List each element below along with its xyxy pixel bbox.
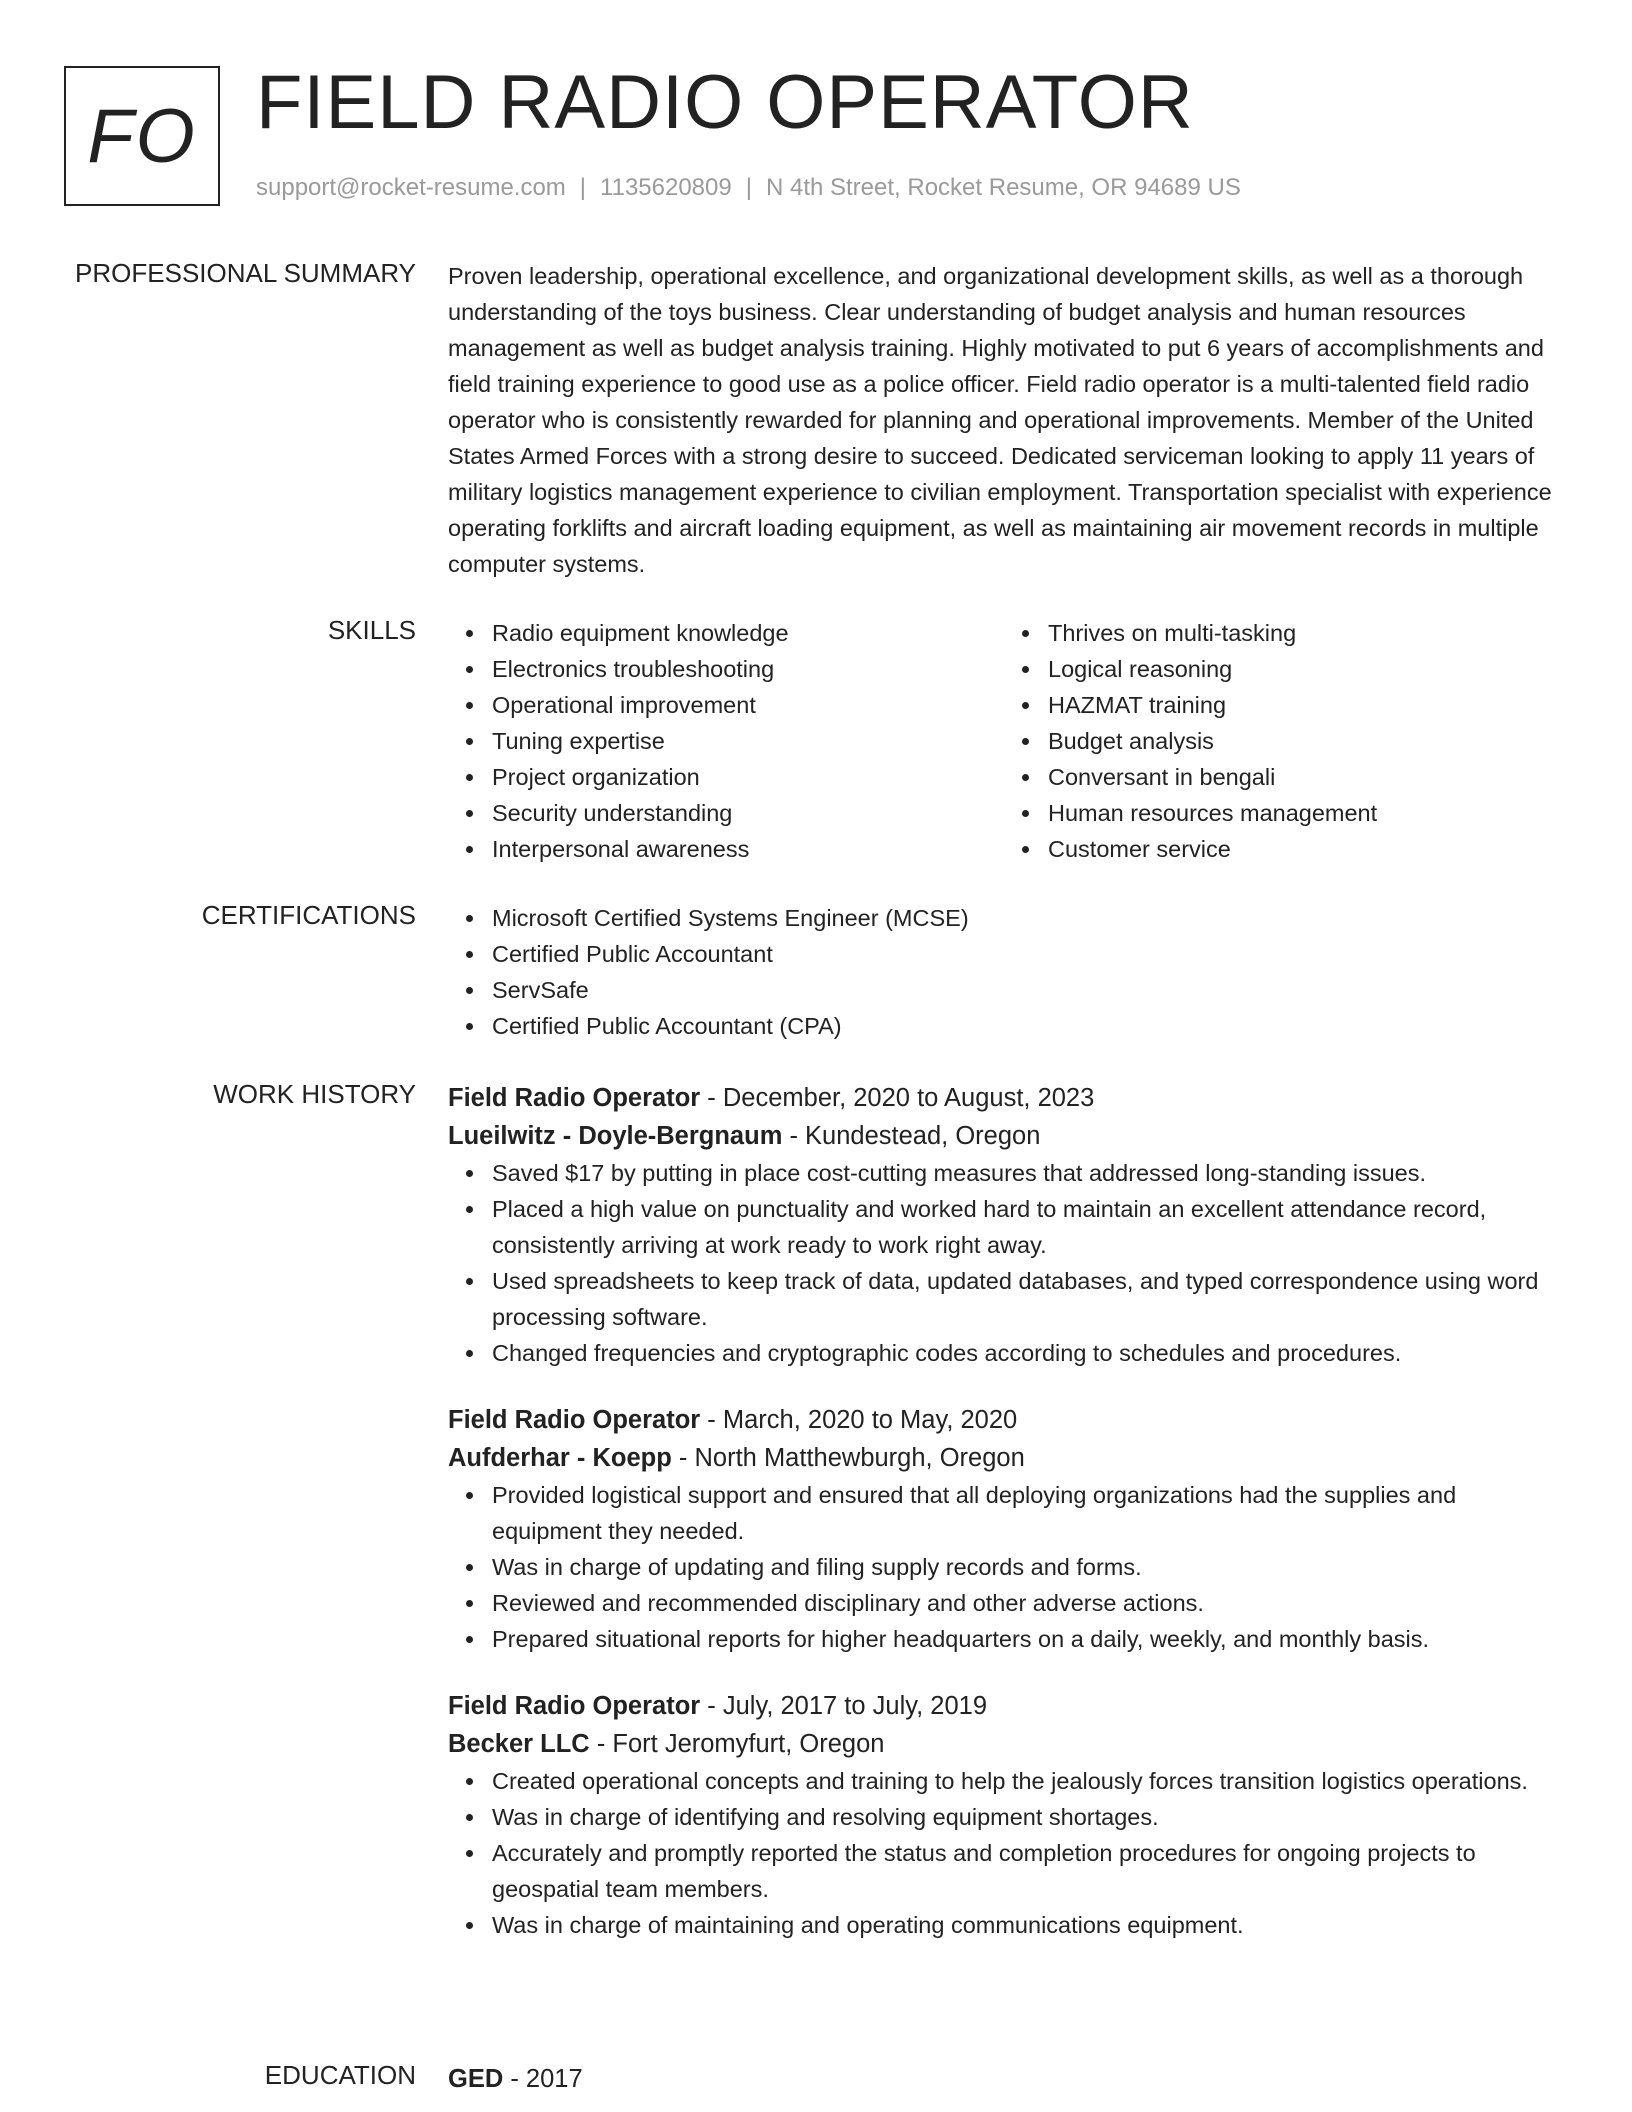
job-bullet: Changed frequencies and cryptographic codes according to schedules and procedures. bbox=[492, 1335, 1560, 1371]
skill-item: Project organization bbox=[492, 759, 1004, 795]
education-line bbox=[448, 2060, 1560, 2098]
job-bullet: Was in charge of maintaining and operating communications equipment. bbox=[492, 1907, 1560, 1943]
job-location: - Fort Jeromyfurt, Oregon bbox=[589, 1730, 885, 1758]
contact-phone: 1135620809 bbox=[600, 174, 732, 201]
education-degree: GED bbox=[448, 2065, 504, 2093]
job-title: Field Radio Operator bbox=[448, 1406, 701, 1434]
job-title: Field Radio Operator bbox=[448, 1692, 701, 1720]
summary-heading: PROFESSIONAL SUMMARY bbox=[75, 258, 416, 288]
job-company-line bbox=[448, 1439, 1560, 1477]
certification-item: Certified Public Accountant bbox=[492, 936, 1560, 972]
job-bullet: Accurately and promptly reported the status and completion procedures for ongoing projects to geospatial team members. bbox=[492, 1835, 1560, 1907]
job-dates: - March, 2020 to May, 2020 bbox=[700, 1406, 1018, 1434]
education-year: - 2017 bbox=[503, 2065, 583, 2093]
job-company: Lueilwitz - Doyle-Bergnaum bbox=[448, 1122, 783, 1150]
job-bullet: Saved $17 by putting in place cost-cutting measures that addressed long-standing issues. bbox=[492, 1155, 1560, 1191]
job-title: Field Radio Operator bbox=[448, 1084, 701, 1112]
job-title-line bbox=[448, 1079, 1560, 1117]
job-bullets bbox=[448, 1477, 1560, 1657]
job-bullet: Used spreadsheets to keep track of data, updated databases, and typed correspondence using word processing software. bbox=[492, 1263, 1560, 1335]
skill-item: Tuning expertise bbox=[492, 723, 1004, 759]
summary-text: Proven leadership, operational excellence, and organizational development skills, as well as a thorough understanding of the toys business. Clear understanding of budget analysis and human resources management as well as budget analysis training. Highly motivated to put 6 years of accomplishments and field training experience to good use as a police officer. Field radio operator is a multi-talented field radio operator who is consistently rewarded for planning and operational improvements. Member of the United States Armed Forces with a strong desire to succeed. Dedicated serviceman looking to apply 11 years of military logistics management experience to civilian employment. Transportation specialist with experience operating forklifts and aircraft loading equipment, as well as maintaining air movement records in multiple computer systems. bbox=[448, 263, 1552, 577]
job-dates: - December, 2020 to August, 2023 bbox=[700, 1084, 1095, 1112]
certification-item: Certified Public Accountant (CPA) bbox=[492, 1008, 1560, 1044]
job-location: - North Matthewburgh, Oregon bbox=[671, 1444, 1025, 1472]
skill-item: Interpersonal awareness bbox=[492, 831, 1004, 867]
certifications-heading: CERTIFICATIONS bbox=[201, 900, 416, 930]
page-title: FIELD RADIO OPERATOR bbox=[256, 60, 1194, 145]
job-company-line bbox=[448, 1725, 1560, 1763]
skills-heading: SKILLS bbox=[327, 615, 416, 645]
job-entry bbox=[448, 1079, 1560, 1371]
job-entry bbox=[448, 1401, 1560, 1657]
job-company-line bbox=[448, 1117, 1560, 1155]
job-bullet: Reviewed and recommended disciplinary and other adverse actions. bbox=[492, 1585, 1560, 1621]
certification-item: ServSafe bbox=[492, 972, 1560, 1008]
job-company: Becker LLC bbox=[448, 1730, 590, 1758]
job-dates: - July, 2017 to July, 2019 bbox=[700, 1692, 988, 1720]
skills-list-right bbox=[1004, 615, 1560, 867]
contact-separator: | bbox=[579, 174, 587, 201]
skill-item: HAZMAT training bbox=[1048, 687, 1560, 723]
job-title-line bbox=[448, 1687, 1560, 1725]
contact-line bbox=[256, 174, 1241, 202]
skill-item: Conversant in bengali bbox=[1048, 759, 1560, 795]
certifications-list bbox=[448, 900, 1560, 1044]
education-heading: EDUCATION bbox=[264, 2060, 416, 2090]
work-history-body bbox=[448, 1079, 1560, 1943]
job-title-line bbox=[448, 1401, 1560, 1439]
skills-list-left bbox=[448, 615, 1004, 867]
job-bullet: Prepared situational reports for higher headquarters on a daily, weekly, and monthly basis. bbox=[492, 1621, 1560, 1657]
skill-item: Radio equipment knowledge bbox=[492, 615, 1004, 651]
job-bullets bbox=[448, 1763, 1560, 1943]
skill-item: Operational improvement bbox=[492, 687, 1004, 723]
job-bullet: Created operational concepts and training to help the jealously forces transition logistics operations. bbox=[492, 1763, 1560, 1799]
certification-item: Microsoft Certified Systems Engineer (MCSE) bbox=[492, 900, 1560, 936]
education-body bbox=[448, 2060, 1560, 2098]
monogram-box: FO bbox=[64, 66, 220, 206]
job-bullet: Was in charge of updating and filing supply records and forms. bbox=[492, 1549, 1560, 1585]
skill-item: Human resources management bbox=[1048, 795, 1560, 831]
certifications-body bbox=[448, 900, 1560, 1044]
skills-columns bbox=[448, 615, 1560, 867]
skill-item: Security understanding bbox=[492, 795, 1004, 831]
job-location: - Kundestead, Oregon bbox=[782, 1122, 1041, 1150]
skill-item: Thrives on multi-tasking bbox=[1048, 615, 1560, 651]
skill-item: Logical reasoning bbox=[1048, 651, 1560, 687]
skill-item: Customer service bbox=[1048, 831, 1560, 867]
work-history-heading: WORK HISTORY bbox=[213, 1079, 416, 1109]
contact-address: N 4th Street, Rocket Resume, OR 94689 US bbox=[765, 174, 1241, 201]
job-bullet: Was in charge of identifying and resolving equipment shortages. bbox=[492, 1799, 1560, 1835]
job-bullet: Placed a high value on punctuality and worked hard to maintain an excellent attendance record, consistently arriving at work ready to work right away. bbox=[492, 1191, 1560, 1263]
job-entry bbox=[448, 1687, 1560, 1943]
contact-email: support@rocket-resume.com bbox=[256, 174, 566, 201]
skill-item: Electronics troubleshooting bbox=[492, 651, 1004, 687]
contact-separator: | bbox=[745, 174, 752, 201]
job-bullet: Provided logistical support and ensured that all deploying organizations had the supplies and equipment they needed. bbox=[492, 1477, 1560, 1549]
skill-item: Budget analysis bbox=[1048, 723, 1560, 759]
job-company: Aufderhar - Koepp bbox=[448, 1444, 672, 1472]
job-bullets bbox=[448, 1155, 1560, 1371]
